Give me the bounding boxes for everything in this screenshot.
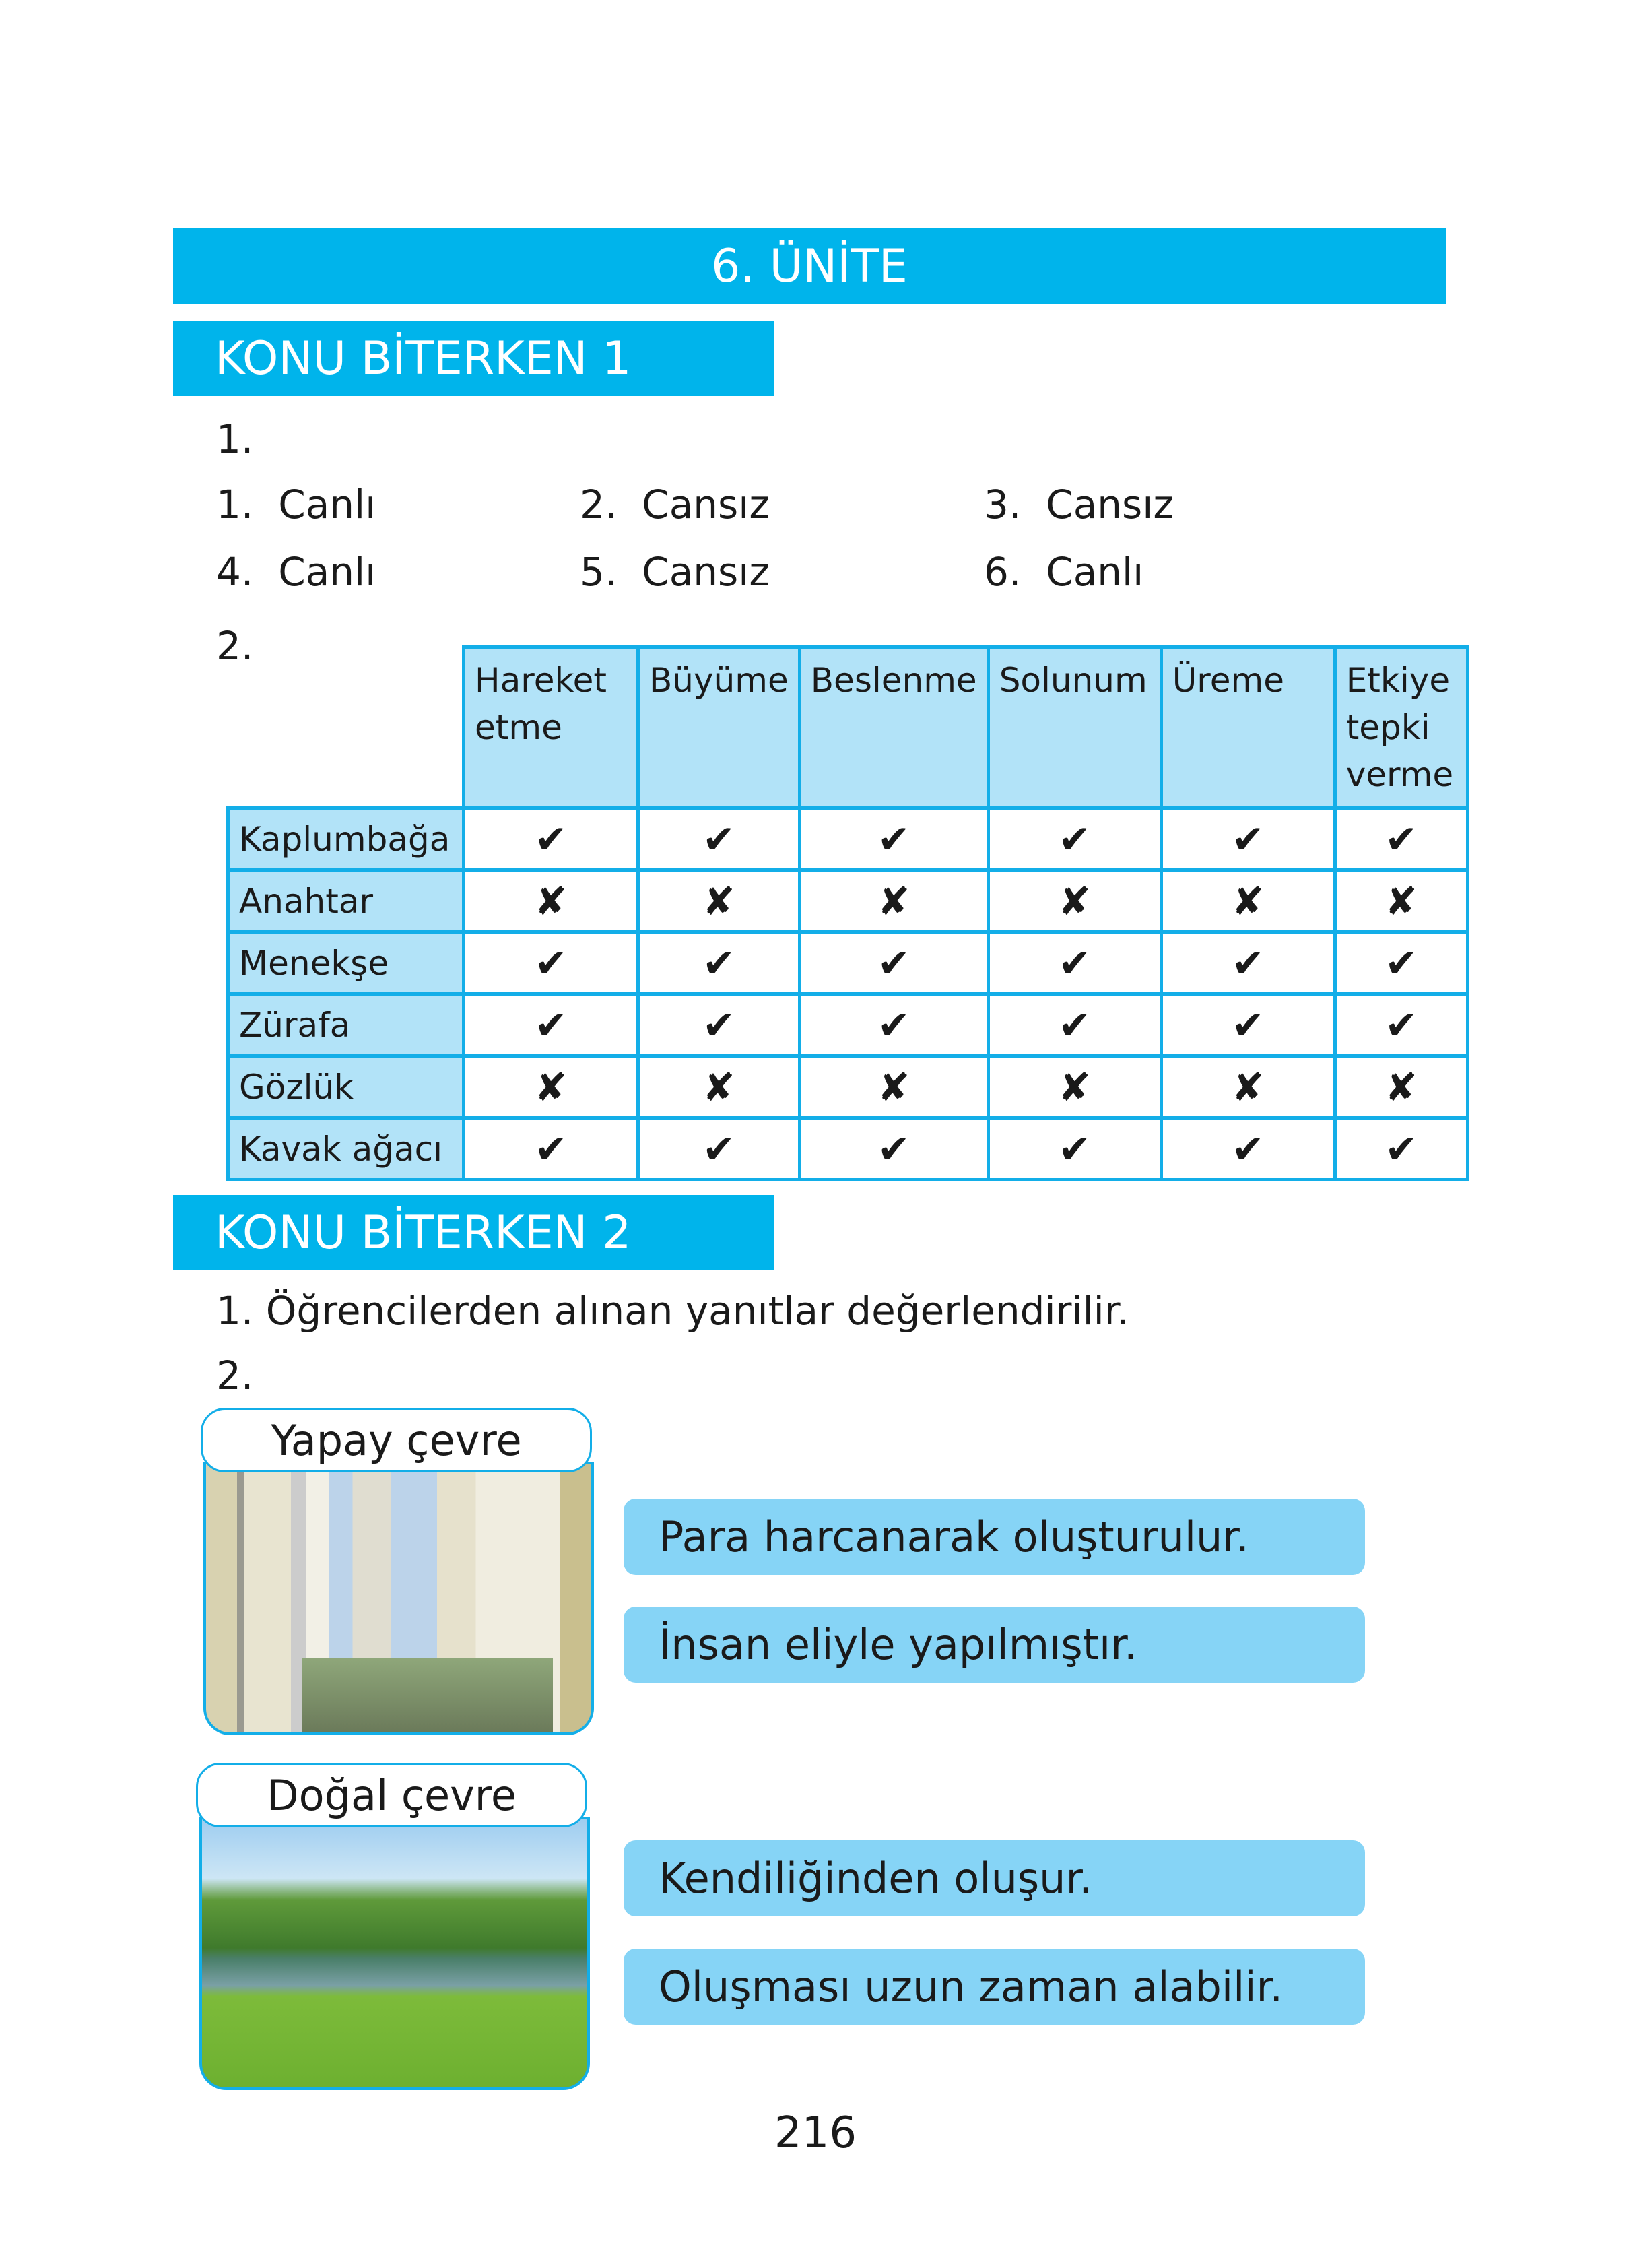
column-header: Beslenme [799,647,988,808]
column-header: Etkiye tepki verme [1335,647,1467,808]
check-mark-icon: ✔ [1335,1118,1467,1180]
check-mark-icon: ✔ [1335,808,1467,870]
answer-text: Canlı [278,549,376,595]
answer-item [984,482,1174,527]
row-label: Zürafa [228,994,464,1056]
question-2-number: 2. [216,623,254,669]
check-mark-icon: ✔ [988,808,1161,870]
column-header: Üreme [1161,647,1335,808]
cross-mark-icon: ✘ [988,1056,1161,1118]
question-2-number: 2. [216,1353,254,1398]
check-mark-icon: ✔ [799,1118,988,1180]
column-header: Solunum [988,647,1161,808]
check-mark-icon: ✔ [638,1118,800,1180]
answer-item [984,549,1143,595]
cross-mark-icon: ✘ [1161,1056,1335,1118]
check-mark-icon: ✔ [638,808,800,870]
row-label: Menekşe [228,932,464,994]
fact-box: İnsan eliyle yapılmıştır. [624,1607,1365,1683]
check-mark-icon: ✔ [988,994,1161,1056]
answer-item [580,549,770,595]
section-1-title: KONU BİTERKEN 1 [173,321,774,396]
fact-box: Oluşması uzun zaman alabilir. [624,1949,1365,2025]
answer-number: 6. [984,549,1022,595]
cross-mark-icon: ✘ [1335,1056,1467,1118]
unit-title-banner: 6. ÜNİTE [173,228,1446,304]
cross-mark-icon: ✘ [799,870,988,932]
answer-number: 5. [580,549,618,595]
check-mark-icon: ✔ [638,932,800,994]
column-header: Hareket etme [464,647,638,808]
table-row [228,994,1468,1056]
cross-mark-icon: ✘ [464,1056,638,1118]
answer-number: 2. [580,482,618,527]
check-mark-icon: ✔ [799,808,988,870]
question-1-number: 1. [216,416,254,462]
cross-mark-icon: ✘ [1335,870,1467,932]
characteristics-table [226,645,1469,1181]
cross-mark-icon: ✘ [638,1056,800,1118]
answer-item [216,549,376,595]
column-header: Büyüme [638,647,800,808]
artificial-environment-label: Yapay çevre [201,1408,592,1472]
check-mark-icon: ✔ [464,994,638,1056]
question-1-text: 1. Öğrencilerden alınan yanıtlar değerlendirilir. [216,1288,1129,1334]
section-2-title: KONU BİTERKEN 2 [173,1195,774,1270]
answer-item [580,482,770,527]
cross-mark-icon: ✘ [988,870,1161,932]
cross-mark-icon: ✘ [799,1056,988,1118]
answer-number: 4. [216,549,254,595]
table-row [228,1118,1468,1180]
table-row [228,808,1468,870]
page-number: 216 [774,2108,857,2158]
table-row [228,932,1468,994]
check-mark-icon: ✔ [1161,994,1335,1056]
city-buildings-image [203,1462,594,1735]
row-label: Gözlük [228,1056,464,1118]
answer-number: 3. [984,482,1022,527]
check-mark-icon: ✔ [464,1118,638,1180]
check-mark-icon: ✔ [1335,994,1467,1056]
check-mark-icon: ✔ [1161,1118,1335,1180]
check-mark-icon: ✔ [1161,808,1335,870]
empty-corner [228,647,464,808]
lake-nature-image [199,1817,590,2090]
check-mark-icon: ✔ [988,1118,1161,1180]
answer-item [216,482,376,527]
check-mark-icon: ✔ [988,932,1161,994]
check-mark-icon: ✔ [464,808,638,870]
table-row [228,870,1468,932]
cross-mark-icon: ✘ [638,870,800,932]
answer-text: Cansız [1046,482,1174,527]
check-mark-icon: ✔ [799,932,988,994]
check-mark-icon: ✔ [464,932,638,994]
check-mark-icon: ✔ [1161,932,1335,994]
fact-box: Kendiliğinden oluşur. [624,1840,1365,1916]
natural-environment-label: Doğal çevre [196,1763,587,1827]
row-label: Kavak ağacı [228,1118,464,1180]
answer-text: Canlı [1046,549,1144,595]
cross-mark-icon: ✘ [1161,870,1335,932]
fact-box: Para harcanarak oluşturulur. [624,1499,1365,1575]
answer-number: 1. [216,482,254,527]
answer-text: Cansız [642,549,770,595]
check-mark-icon: ✔ [799,994,988,1056]
row-label: Anahtar [228,870,464,932]
answer-text: Cansız [642,482,770,527]
table-row [228,1056,1468,1118]
check-mark-icon: ✔ [638,994,800,1056]
answer-text: Canlı [278,482,376,527]
check-mark-icon: ✔ [1335,932,1467,994]
row-label: Kaplumbağa [228,808,464,870]
cross-mark-icon: ✘ [464,870,638,932]
table-header-row [228,647,1468,808]
